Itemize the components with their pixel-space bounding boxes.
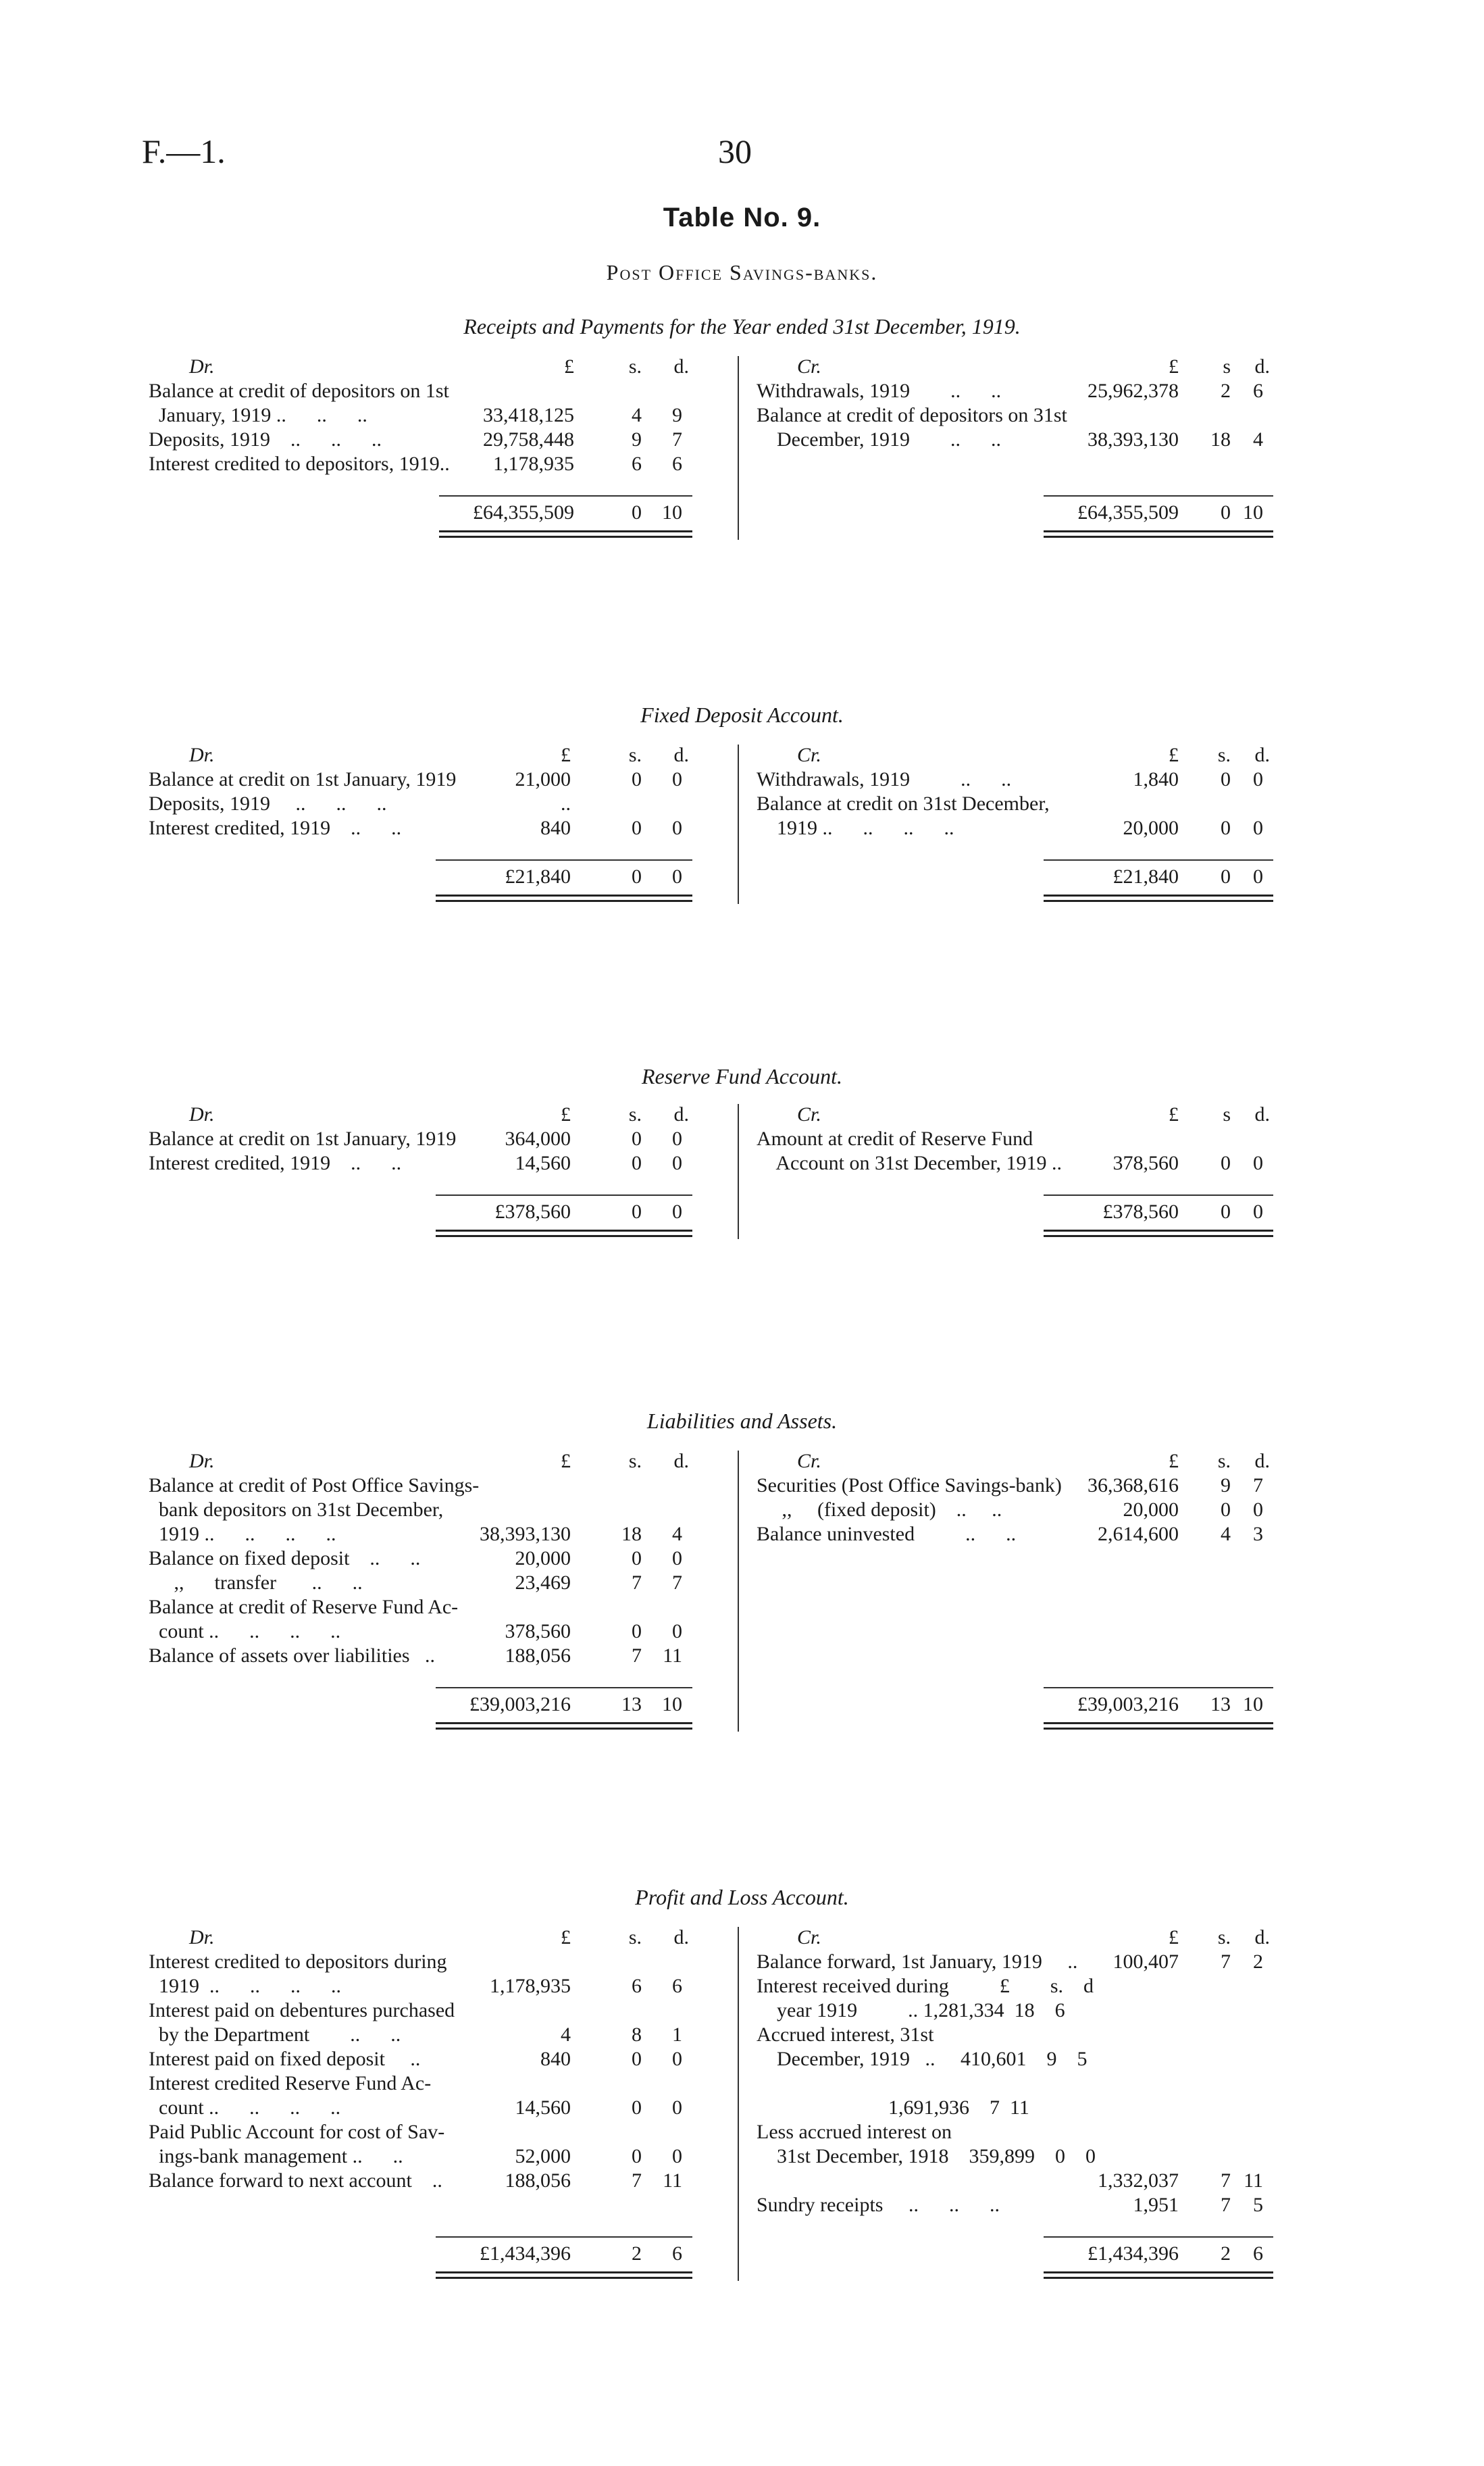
pounds-value: 840 [540, 2048, 571, 2070]
shillings-value: 6 [632, 453, 642, 475]
shillings-value: 0 [632, 2145, 642, 2167]
pence-heading: d. [1254, 744, 1270, 766]
header-row [0, 1103, 1484, 1127]
total-double-rule [436, 1230, 692, 1237]
total-row [0, 1200, 1484, 1224]
pence-value: 0 [1253, 1499, 1263, 1521]
pounds-value: 1,332,037 [1098, 2169, 1179, 2192]
column-heading-label: Dr. [189, 355, 215, 378]
total-shillings: 0 [632, 501, 642, 524]
pounds-value: 20,000 [1123, 1499, 1179, 1521]
pence-value: 0 [1253, 1152, 1263, 1174]
header-row [0, 1449, 1484, 1474]
header-row [0, 1926, 1484, 1950]
shillings-value: 0 [632, 2096, 642, 2119]
total-double-rule [436, 895, 692, 902]
shillings-value: 7 [632, 1644, 642, 1667]
pence-value: 6 [672, 1975, 682, 1997]
pounds-value: 14,560 [515, 2096, 571, 2119]
column-heading-label: Dr. [189, 744, 215, 766]
row-label: Balance of assets over liabilities .. [149, 1644, 436, 1667]
row-label: Amount at credit of Reserve Fund [757, 1128, 1033, 1150]
pence-value: 5 [1253, 2194, 1263, 2216]
subtotal-rule [439, 495, 692, 497]
row-label: Interest paid on debentures purchased [149, 1999, 455, 2021]
row-label: Balance at credit of depositors on 1st [149, 380, 449, 402]
pounds-value: 29,758,448 [483, 428, 574, 451]
row-label: year 1919 .. 1,281,334 18 6 [757, 1999, 1065, 2021]
pence-heading: d. [1254, 1450, 1270, 1472]
table-row [0, 403, 1484, 428]
pence-value: 0 [1253, 817, 1263, 839]
credit-column-s2 [0, 743, 1484, 840]
shillings-heading: s. [1217, 1450, 1231, 1472]
row-label: Account on 31st December, 1919 .. [757, 1152, 1063, 1174]
shillings-value: 0 [632, 2048, 642, 2070]
shillings-value: 7 [1221, 2169, 1231, 2192]
row-label: Balance forward, 1st January, 1919 .. [757, 1951, 1078, 1973]
pence-value: 0 [672, 1152, 682, 1174]
shillings-value: 0 [1221, 1152, 1231, 1174]
row-label: Interest credited to depositors, 1919.. [149, 453, 450, 475]
shillings-heading: s. [628, 744, 642, 766]
total-row [0, 865, 1484, 889]
table-row [0, 1998, 1484, 2023]
total-double-rule [1044, 2271, 1273, 2279]
pence-value: 7 [1253, 1474, 1263, 1496]
pounds-heading: £ [561, 1926, 571, 1948]
table-row [0, 1151, 1484, 1176]
subtotal-rule [436, 1687, 692, 1688]
pounds-heading: £ [561, 744, 571, 766]
table-row [0, 816, 1484, 840]
total-double-rule [436, 2271, 692, 2279]
pounds-heading: £ [1169, 1926, 1179, 1948]
row-label: Balance at credit on 1st January, 1919 [149, 1128, 457, 1150]
shillings-value: 9 [632, 428, 642, 451]
subtotal-rule [1044, 1194, 1273, 1196]
shillings-value: 0 [1221, 1499, 1231, 1521]
shillings-heading: s. [1217, 1926, 1231, 1948]
pounds-value: 33,418,125 [483, 404, 574, 426]
pence-heading: d. [673, 1103, 689, 1126]
column-heading-label: Dr. [189, 1103, 215, 1126]
total-pence: 10 [662, 501, 682, 524]
pounds-value: 20,000 [515, 1547, 571, 1569]
subtotal-rule [436, 859, 692, 861]
total-shillings: 0 [1221, 865, 1231, 888]
pence-heading: d. [1254, 355, 1270, 378]
row-label: Balance at credit of depositors on 31st [757, 404, 1067, 426]
total-pounds: £64,355,509 [1077, 501, 1179, 524]
table-row [0, 1571, 1484, 1595]
pounds-heading: £ [1169, 1103, 1179, 1126]
total-double-rule [439, 530, 692, 538]
total-shillings: 2 [1221, 2242, 1231, 2265]
row-label: Interest credited to depositors during [149, 1951, 447, 1973]
table-row [0, 768, 1484, 792]
pence-value: 0 [1253, 768, 1263, 790]
pence-value: 11 [663, 2169, 682, 2192]
column-heading-label: Cr. [797, 1450, 821, 1472]
total-pounds: £39,003,216 [469, 1693, 571, 1715]
shillings-heading: s. [628, 1103, 642, 1126]
table-row [0, 1498, 1484, 1522]
total-pounds: £1,434,396 [1088, 2242, 1179, 2265]
pounds-heading: £ [1169, 1450, 1179, 1472]
row-label: Less accrued interest on [757, 2121, 952, 2143]
table-row [0, 1474, 1484, 1498]
total-pence: 10 [662, 1693, 682, 1715]
divider-line [738, 1104, 739, 1239]
section-title-s1: Receipts and Payments for the Year ended 31st December, 1919. [463, 314, 1021, 338]
shillings-value: 0 [632, 1547, 642, 1569]
pence-heading: d. [673, 1450, 689, 1472]
row-label: Balance uninvested .. .. [757, 1523, 1017, 1545]
pounds-value: 20,000 [1123, 817, 1179, 839]
table-row [0, 1595, 1484, 1619]
divider-line [738, 1927, 739, 2281]
shillings-value: 0 [632, 1128, 642, 1150]
pounds-value: 364,000 [505, 1128, 571, 1150]
pounds-value: 38,393,130 [1088, 428, 1179, 451]
pence-value: 4 [672, 1523, 682, 1545]
total-double-rule [436, 1722, 692, 1730]
total-shillings: 0 [1221, 501, 1231, 524]
pounds-value: 4 [561, 2023, 571, 2046]
shillings-value: 0 [1221, 817, 1231, 839]
total-shillings: 0 [632, 1201, 642, 1223]
total-pence: 0 [1253, 1201, 1263, 1223]
row-label: January, 1919 .. .. .. [149, 404, 367, 426]
row-label: 1919 .. .. .. .. [149, 1975, 341, 1997]
subtotal-rule [436, 2236, 692, 2238]
subtotal-rule [1044, 495, 1273, 497]
column-heading-label: Cr. [797, 744, 821, 766]
header-row [0, 355, 1484, 379]
table-row [0, 2096, 1484, 2120]
pence-value: 11 [663, 1644, 682, 1667]
row-label: Balance on fixed deposit .. .. [149, 1547, 421, 1569]
table-row [0, 1522, 1484, 1546]
row-label: Sundry receipts .. .. .. [757, 2194, 1000, 2216]
page-number: 30 [718, 132, 752, 170]
pounds-heading: £ [564, 355, 574, 378]
total-pounds: £378,560 [1102, 1201, 1179, 1223]
divider-line [738, 1451, 739, 1732]
row-label: by the Department .. .. [149, 2023, 401, 2046]
pence-value: 7 [672, 1571, 682, 1594]
row-label: Balance forward to next account .. [149, 2169, 442, 2192]
column-heading-label: Cr. [797, 355, 821, 378]
section-title-s5: Profit and Loss Account. [635, 1885, 849, 1909]
pence-value: 1 [672, 2023, 682, 2046]
pounds-value: 1,840 [1133, 768, 1179, 790]
pence-value: 0 [672, 817, 682, 839]
row-label: 31st December, 1918 359,899 0 0 [757, 2145, 1096, 2167]
total-double-rule [1044, 895, 1273, 902]
table-row [0, 1127, 1484, 1151]
row-label: Securities (Post Office Savings-bank) [757, 1474, 1062, 1496]
shillings-heading: s [1223, 355, 1231, 378]
table-row [0, 428, 1484, 452]
divider-line [738, 745, 739, 904]
shillings-value: 9 [1221, 1474, 1231, 1496]
pounds-value: 23,469 [515, 1571, 571, 1594]
row-label: Paid Public Account for cost of Sav- [149, 2121, 445, 2143]
total-pounds: £378,560 [494, 1201, 571, 1223]
pounds-value: 21,000 [515, 768, 571, 790]
total-pence: 6 [1253, 2242, 1263, 2265]
table-row [0, 1644, 1484, 1668]
pounds-value: 2,614,600 [1098, 1523, 1179, 1545]
row-label: Accrued interest, 31st [757, 2023, 934, 2046]
row-label: 1919 .. .. .. .. [757, 817, 954, 839]
pence-value: 0 [672, 2096, 682, 2119]
row-label: ings-bank management .. .. [149, 2145, 403, 2167]
pounds-value: 378,560 [1112, 1152, 1179, 1174]
table-row [0, 792, 1484, 816]
total-pence: 10 [1243, 1693, 1263, 1715]
subtotal-rule [1044, 2236, 1273, 2238]
section-title-s4: Liabilities and Assets. [646, 1409, 838, 1433]
shillings-value: 4 [632, 404, 642, 426]
main-title: Post Office Savings-banks. [606, 260, 878, 284]
pence-heading: d. [673, 355, 689, 378]
pence-value: 0 [672, 1128, 682, 1150]
table-row [0, 1974, 1484, 1998]
pence-heading: d. [673, 1926, 689, 1948]
shillings-heading: s. [628, 1450, 642, 1472]
total-pounds: £39,003,216 [1077, 1693, 1179, 1715]
shillings-value: 2 [1221, 380, 1231, 402]
table-row [0, 2144, 1484, 2169]
row-label: Balance at credit of Reserve Fund Ac- [149, 1596, 459, 1618]
total-pence: 10 [1243, 501, 1263, 524]
table-row [0, 452, 1484, 476]
shillings-value: 7 [1221, 2194, 1231, 2216]
pounds-heading: £ [1169, 744, 1179, 766]
shillings-value: 7 [1221, 1951, 1231, 1973]
divider-line [738, 356, 739, 540]
table-row [0, 1950, 1484, 1974]
row-label: Deposits, 1919 .. .. .. [149, 792, 387, 815]
total-double-rule [1044, 1230, 1273, 1237]
row-label: ,, (fixed deposit) .. .. [757, 1499, 1002, 1521]
shillings-value: 7 [632, 1571, 642, 1594]
table-row [0, 2071, 1484, 2096]
total-pounds: £1,434,396 [480, 2242, 571, 2265]
shillings-value: 4 [1221, 1523, 1231, 1545]
total-row [0, 2242, 1484, 2266]
total-shillings: 0 [1221, 1201, 1231, 1223]
pence-value: 3 [1253, 1523, 1263, 1545]
pence-value: 0 [672, 2048, 682, 2070]
row-label: bank depositors on 31st December, [149, 1499, 444, 1521]
row-label: count .. .. .. .. [149, 2096, 341, 2119]
pounds-value: 1,178,935 [490, 1975, 571, 1997]
row-label: Balance at credit of Post Office Savings- [149, 1474, 480, 1496]
total-shillings: 13 [1210, 1693, 1231, 1715]
shillings-heading: s [1223, 1103, 1231, 1126]
pence-value: 0 [672, 2145, 682, 2167]
total-pounds: £64,355,509 [473, 501, 574, 524]
row-label: Interest paid on fixed deposit .. [149, 2048, 421, 2070]
shillings-value: 18 [621, 1523, 642, 1545]
row-label: Interest received during £ s. d [757, 1975, 1094, 1997]
table-row [0, 2120, 1484, 2144]
pence-value: 7 [672, 428, 682, 451]
total-double-rule [1044, 530, 1273, 538]
pounds-value: 14,560 [515, 1152, 571, 1174]
pounds-value: 1,951 [1133, 2194, 1179, 2216]
shillings-value: 18 [1210, 428, 1231, 451]
total-pence: 0 [1253, 865, 1263, 888]
row-label: ,, transfer .. .. [149, 1571, 363, 1594]
pounds-value: 188,056 [505, 1644, 571, 1667]
shillings-value: 8 [632, 2023, 642, 2046]
total-pence: 6 [672, 2242, 682, 2265]
credit-column-s5 [0, 1926, 1484, 2217]
pence-value: 6 [672, 453, 682, 475]
row-label: December, 1919 .. 410,601 9 5 [757, 2048, 1088, 2070]
pounds-value: 188,056 [505, 2169, 571, 2192]
pounds-value: 38,393,130 [480, 1523, 571, 1545]
subtotal-rule [1044, 1687, 1273, 1688]
credit-column-s3 [0, 1103, 1484, 1176]
column-heading-label: Cr. [797, 1103, 821, 1126]
pounds-heading: £ [561, 1103, 571, 1126]
shillings-value: 7 [632, 2169, 642, 2192]
row-label: Balance at credit on 31st December, [757, 792, 1050, 815]
pounds-heading: £ [561, 1450, 571, 1472]
pounds-value: 25,962,378 [1088, 380, 1179, 402]
table-number: Table No. 9. [663, 203, 821, 232]
row-label: 1,691,936 7 11 [757, 2096, 1029, 2119]
pence-heading: d. [1254, 1926, 1270, 1948]
shillings-heading: s. [628, 355, 642, 378]
pounds-value: 36,368,616 [1088, 1474, 1179, 1496]
pounds-value: .. [561, 792, 571, 815]
pence-value: 9 [672, 404, 682, 426]
pounds-value: 840 [540, 817, 571, 839]
column-heading-label: Dr. [189, 1926, 215, 1948]
table-row [0, 1546, 1484, 1571]
table-row [0, 2169, 1484, 2193]
row-label: Interest credited, 1919 .. .. [149, 1152, 402, 1174]
pounds-value: 1,178,935 [493, 453, 574, 475]
row-label: 1919 .. .. .. .. [149, 1523, 336, 1545]
total-pounds: £21,840 [1112, 865, 1179, 888]
total-double-rule [1044, 1722, 1273, 1730]
shillings-value: 0 [632, 817, 642, 839]
shillings-value: 6 [632, 1975, 642, 1997]
shillings-value: 0 [632, 1152, 642, 1174]
section-title-s2: Fixed Deposit Account. [640, 703, 844, 727]
header-row [0, 743, 1484, 768]
pounds-value: 52,000 [515, 2145, 571, 2167]
table-row [0, 2193, 1484, 2217]
table-row [0, 2047, 1484, 2071]
row-label: Interest credited, 1919 .. .. [149, 817, 402, 839]
row-label: Balance at credit on 1st January, 1919 [149, 768, 457, 790]
row-label: count .. .. .. .. [149, 1620, 341, 1642]
total-pounds: £21,840 [505, 865, 571, 888]
subtotal-rule [1044, 859, 1273, 861]
section-title-s3: Reserve Fund Account. [641, 1064, 843, 1088]
table-row [0, 2023, 1484, 2047]
pence-heading: d. [673, 744, 689, 766]
pounds-heading: £ [1169, 355, 1179, 378]
shillings-heading: s. [628, 1926, 642, 1948]
shillings-value: 0 [1221, 768, 1231, 790]
total-pence: 0 [672, 865, 682, 888]
row-label: Withdrawals, 1919 .. .. [757, 768, 1012, 790]
table-row [0, 1619, 1484, 1644]
column-heading-label: Dr. [189, 1450, 215, 1472]
credit-column-s1 [0, 355, 1484, 452]
pounds-value: 378,560 [505, 1620, 571, 1642]
shillings-heading: s. [1217, 744, 1231, 766]
pence-value: 6 [1253, 380, 1263, 402]
total-shillings: 2 [632, 2242, 642, 2265]
total-row [0, 501, 1484, 525]
row-label: Deposits, 1919 .. .. .. [149, 428, 382, 451]
pence-value: 2 [1253, 1951, 1263, 1973]
total-pence: 0 [672, 1201, 682, 1223]
total-row [0, 1692, 1484, 1717]
subtotal-rule [436, 1194, 692, 1196]
row-label: Interest credited Reserve Fund Ac- [149, 2072, 432, 2094]
pence-value: 11 [1244, 2169, 1263, 2192]
pence-value: 4 [1253, 428, 1263, 451]
column-heading-label: Cr. [797, 1926, 821, 1948]
pence-heading: d. [1254, 1103, 1270, 1126]
page-reference: F.—1. [142, 132, 226, 170]
pence-value: 0 [672, 1547, 682, 1569]
table-row [0, 379, 1484, 403]
credit-column-s4 [0, 1449, 1484, 1546]
shillings-value: 0 [632, 1620, 642, 1642]
pounds-value: 100,407 [1112, 1951, 1179, 1973]
total-shillings: 0 [632, 865, 642, 888]
total-shillings: 13 [621, 1693, 642, 1715]
row-label: Withdrawals, 1919 .. .. [757, 380, 1002, 402]
pence-value: 0 [672, 768, 682, 790]
row-label: December, 1919 .. .. [757, 428, 1002, 451]
shillings-value: 0 [632, 768, 642, 790]
pence-value: 0 [672, 1620, 682, 1642]
